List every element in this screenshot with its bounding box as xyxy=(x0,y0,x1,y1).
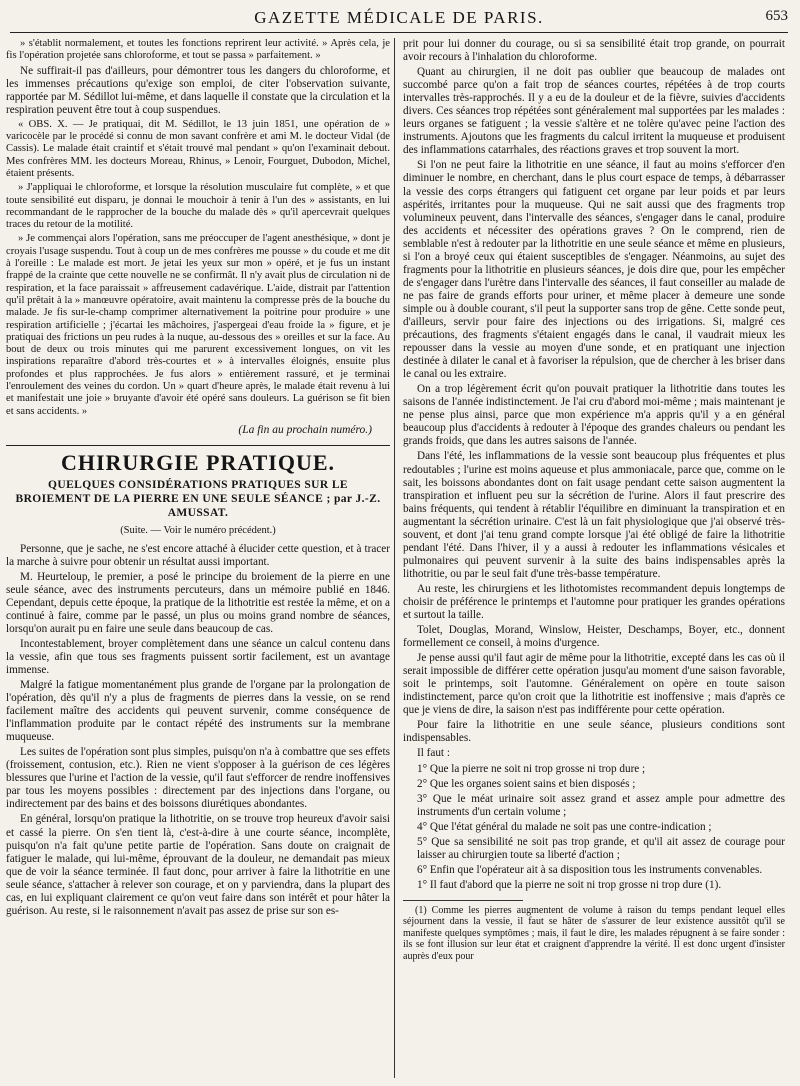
body-paragraph: Malgré la fatigue momentanément plus grande de l'organe par la prolongation de l'opération, dès qu'il n'y a plus de fragments de pierres dans la vessie, on se rend facilement maître des accidents qui peuvent survenir, comme conséquence de l'inflammation produite par le contact répété des instruments sur la membrane muqueuse. xyxy=(6,679,390,744)
body-paragraph: Si l'on ne peut faire la lithotritie en une séance, il faut au moins s'efforcer d'en diminuer le nombre, en cherchant, dans le plus court espace de temps, à débarrasser la vessie des corps étrangers qui fatiguent cet organe par leur poids et par leurs aspérités, irritantes pour la muqueuse. Qui ne sait aussi que des fragments trop volumineux peuvent, dans l'intervalle des séances, s'engager dans le canal, produire des accidents et nécessiter des opérations graves ? On le comprend, rien de semblable n'est à redouter par la lithotritie en une seule séance et même en plusieurs, si l'on a broyé ceux qui étaient susceptibles de s'engager. Néanmoins, au sujet des fragments pour la lithotritie en plusieurs séances, je dois dire que, pour les empêcher de s'engager dans l'urètre dans l'intervalle des séances, il faut conseiller au malade de ne pas faire de grands efforts pour uriner, et même placer à demeure une sonde simple ou à double courant, s'il peut la supporter sans trop de gêne. Cette sonde peut, d'ailleurs, servir pour faire des injections ou des irrigations. Si, malgré ces précautions, des fragments s'étaient engagés dans le canal, il vaudrait mieux les repousser dans la vessie au moyen d'une sonde, et en pratiquant une injection destinée à dilater le canal et à favoriser la répulsion, que de chercher à les briser dans le canal ou les extraire. xyxy=(403,159,785,381)
body-paragraph: En général, lorsqu'on pratique la lithotritie, on se trouve trop heureux d'avoir saisi et cassé la pierre. On s'en tient là, c'est-à-dire à une courte séance, incomplète, puisqu'on n'a fait qu'une petite partie de l'opération. Sans doute on craignait de fatiguer le malade, qui lui-même, éprouvant de la douleur, ne demandait pas mieux que de voir la séance terminée. Il faut donc, pour arriver à faire la lithotritie en une seule séance, s'attacher à relever son courage, et on y parviendra, dans la plupart des cas, en lui expliquant clairement ce qu'on veut faire dans son intérêt et pour hâter la guérison. Au reste, si le raisonnement n'avait pas assez de prise sur son es- xyxy=(6,813,390,917)
column-divider xyxy=(394,38,395,1078)
first-point: 1° Il faut d'abord que la pierre ne soit ni trop grosse ni trop dure (1). xyxy=(417,878,722,891)
quote-ending-paragraph: » s'établit normalement, et toutes les fonctions reprirent leur activité. » Après cela, je fis l'opération projetée sans chloroforme, et tout se passa » parfaitement. » xyxy=(6,38,390,62)
article-title: QUELQUES CONSIDÉRATIONS PRATIQUES SUR LE BROIEMENT DE LA PIERRE EN UNE SEULE SÉANCE ; par J.-Z. AMUSSAT. xyxy=(15,478,381,519)
footnote-rule xyxy=(403,900,523,901)
body-paragraph: Personne, que je sache, ne s'est encore attaché à élucider cette question, et à tracer la marche à suivre pour obtenir un résultat aussi important. xyxy=(6,542,390,568)
conditions-list xyxy=(403,763,785,877)
left-column xyxy=(6,38,390,920)
body-paragraph: prit pour lui donner du courage, ou si sa sensibilité était trop grande, on pourrait avoir recours à l'inhalation du chloroforme. xyxy=(403,38,785,64)
body-paragraph: Je pense aussi qu'il faut agir de même pour la lithotritie, excepté dans les cas où il serait impossible de différer cette opération jusqu'au moment d'une saison favorable, soit le printemps, soit l'automne. Généralement on opère en toute saison indistinctement, parce qu'on croit que la lithotritie est inoffensive ; mais d'après ce que je viens de dire, la saison n'est pas indifférente pour cette opération. xyxy=(403,652,785,717)
body-paragraph: Au reste, les chirurgiens et les lithotomistes recommandent depuis longtemps de choisir de préférence le printemps et l'automne pour pratiquer les grandes opérations et surtout la taille. xyxy=(403,582,785,622)
body-paragraph: Incontestablement, broyer complètement dans une séance un calcul contenu dans la vessie, afin que tous ses fragments puissent sortir facilement, est un avantage immense. xyxy=(6,637,390,676)
running-title: GAZETTE MÉDICALE DE PARIS. xyxy=(254,8,544,27)
observation-quote: » Je commençai alors l'opération, sans me préoccuper de l'agent anesthésique, » dont je croyais l'usage suspendu. Tout à coup un de mes confrères me pousse » du coude et me dit à l'oreille : Le malade est mort. Je jetai les yeux sur mon » opéré, et je fus un instant frappé de la crainte que cette nouvelle ne se confirmât. Il n'y avait plus de circulation ni de respiration, et la face paraissait » affreusement cadavérique. L'aide, distrait par l'attention qu'il prêtait à la » manœuvre opératoire, avait maintenu la compresse près de la bouche du malade. Je fis sur-le-champ comprimer alternativement la poitrine pour produire » une respiration artificielle ; j'écartai les mâchoires, j'aspergeai d'eau froide la » figure, et je pratiquai des frictions un peu rudes à la nuque, au-dessous des » oreilles et sur la face. Au bout de deux ou trois minutes qui me parurent excessivement longues, on vit les inspirations reparaître d'abord très-courtes et » à intervalles éloignés, ensuite plus profondes et plus rapprochées. Je fus alors » entièrement rassuré, et je terminai l'enroulement des veines du cordon. Un » quart d'heure après, le malade était revenu à lui et manifestait une joie » bruyante d'avoir été opéré sans douleurs. La guérison se fit bien et sans accidents. » xyxy=(6,233,390,417)
body-paragraph: On a trop légèrement écrit qu'on pouvait pratiquer la lithotritie dans toutes les saisons de l'année indistinctement. Je l'ai cru d'abord moi-même ; mais maintenant je ne pense plus ainsi, parce que mon expérience m'a appris qu'il y a en général beaucoup plus d'accidents à redouter à l'époque des grandes chaleurs ou pendant les grands froids, que dans les autres saisons de l'année. xyxy=(403,383,785,448)
list-item: 4° Que l'état général du malade ne soit pas une contre-indication ; xyxy=(417,820,712,833)
list-item: 1° Que la pierre ne soit ni trop grosse ni trop dure ; xyxy=(417,762,646,775)
body-paragraph: Quant au chirurgien, il ne doit pas oublier que beaucoup de malades ont succombé parce qu'on a fait trop de séances courtes, répétées à de trop courts intervalles très-rapprochés. Il y a eu de la douleur et de la fièvre, suivies d'accidents divers. Ces séances trop répétées sont généralement mal supportées par les malades : leurs organes se fatiguent ; la vessie s'altère et ne tolère qu'avec peine l'action des instruments. Ajoutons que les fragments du calcul irritent la muqueuse et produisent des inflammations catarrhales, des réactions graves et trop souvent la mort. xyxy=(403,66,785,157)
suite-note: (Suite. — Voir le numéro précédent.) xyxy=(120,524,276,536)
list-item: 3° Que le méat urinaire soit assez grand et assez ample pour admettre des instruments d'un certain volume ; xyxy=(417,792,785,818)
page-header xyxy=(10,8,788,33)
body-paragraph: Les suites de l'opération sont plus simples, puisqu'on n'a à combattre que ses effets (froissement, contusion, etc.). Rien ne vient s'opposer à la guérison de ces légères blessures que l'urine et l'action de la vessie, qu'il faut s'efforcer de rendre inoffensives par tous les moyens possibles : directement par des injections dans l'organe, ou indirectement par des bains et des boissons diurétiques abondantes. xyxy=(6,746,390,811)
observation-quote: « OBS. X. — Je pratiquai, dit M. Sédillot, le 13 juin 1851, une opération de » varicocèle par le procédé si connu de mon savant confrère et ami M. le docteur Vidal (de Cassis). Le malade était craintif et s'était trouvé mal pendant » qu'on l'examinait debout. Mes confrères MM. les docteurs Moreau, Rhinus, » Lenoir, Fourguet, Dubodon, Michel, étaient présents. xyxy=(6,118,390,179)
body-paragraph: Tolet, Douglas, Morand, Winslow, Heister, Deschamps, Boyer, etc., donnent formellement ce conseil, à moins d'urgence. xyxy=(403,624,785,650)
body-paragraph: Pour faire la lithotritie en une seule séance, plusieurs conditions sont indispensables. xyxy=(403,719,785,745)
list-item: 5° Que sa sensibilité ne soit pas trop grande, et qu'il ait assez de courage pour laisser au chirurgien toute sa liberté d'action ; xyxy=(417,835,785,861)
page-number: 653 xyxy=(765,8,788,24)
list-intro: Il faut : xyxy=(417,747,450,760)
section-rule xyxy=(6,445,390,447)
right-column xyxy=(403,38,785,962)
continued-note: (La fin au prochain numéro.) xyxy=(238,423,372,436)
body-paragraph: Ne suffirait-il pas d'ailleurs, pour démontrer tous les dangers du chloroforme, et les immenses précautions qu'exige son emploi, de citer l'observation suivante, rapportée par M. Sédillot lui-même, et dans laquelle il constate que la circulation et la respiration peuvent être tout à coup suspendues. xyxy=(6,64,390,116)
section-title: CHIRURGIE PRATIQUE. xyxy=(60,450,336,476)
observation-quote: » J'appliquai le chloroforme, et lorsque la résolution musculaire fut complète, » et que toute sensibilité eut disparu, je donnai le mouchoir à tenir à l'un des » assistants, en lui recommandant de le rapprocher de la bouche du malade dès » qu'il apercevrait quelques traces du retour de la motilité. xyxy=(6,182,390,231)
list-item: 6° Enfin que l'opérateur ait à sa disposition tous les instruments convenables. xyxy=(417,863,763,876)
list-item: 2° Que les organes soient sains et bien disposés ; xyxy=(417,777,636,790)
body-paragraph: M. Heurteloup, le premier, a posé le principe du broiement de la pierre en une seule séance, avec des instruments percuteurs, dans un mémoire publié en 1846. Cependant, depuis cette époque, la pratique de la lithotritie est restée la même, et on a continué à faire, comme par le passé, un plus ou moins grand nombre de séances, lorsqu'on aurait pu en faire une seule dans beaucoup de cas. xyxy=(6,570,390,635)
body-paragraph: Dans l'été, les inflammations de la vessie sont beaucoup plus fréquentes et plus redoutables ; l'urine est moins aqueuse et plus ammoniacale, parce que, comme on le sait, les boissons abondantes dont on fait usage pendant cette saison augmentent la transpiration et influent peu sur la sécrétion de l'urine. Alors il faut prescrire des bains fréquents, qui tendent à rétablir l'équilibre en diminuant la transpiration et en augmentant la sécrétion urinaire. C'est là un fait physiologique que j'ai observé très-souvent, et dont j'ai tenu grand compte lorsque j'ai été obligé de faire la lithotritie pendant l'été. Dans l'hiver, il y a aussi à redouter les inflammations vésicales et pulmonaires qui peuvent survenir à la suite des bains indispensables après la lithotritie, ou par le seul fait d'une très-basse température. xyxy=(403,450,785,580)
footnote: (1) Comme les pierres augmentent de volume à raison du temps pendant lequel elles séjournent dans la vessie, il faut se hâter de s'assurer de leur existence aussitôt qu'il se manifeste quelques symptômes ; mais, il faut le dire, les malades répugnent à se faire sonder : ils se font illusion sur leur état et craignent d'apprendre la vérité. Il est donc urgent d'insister auprès d'eux pour xyxy=(403,904,785,962)
